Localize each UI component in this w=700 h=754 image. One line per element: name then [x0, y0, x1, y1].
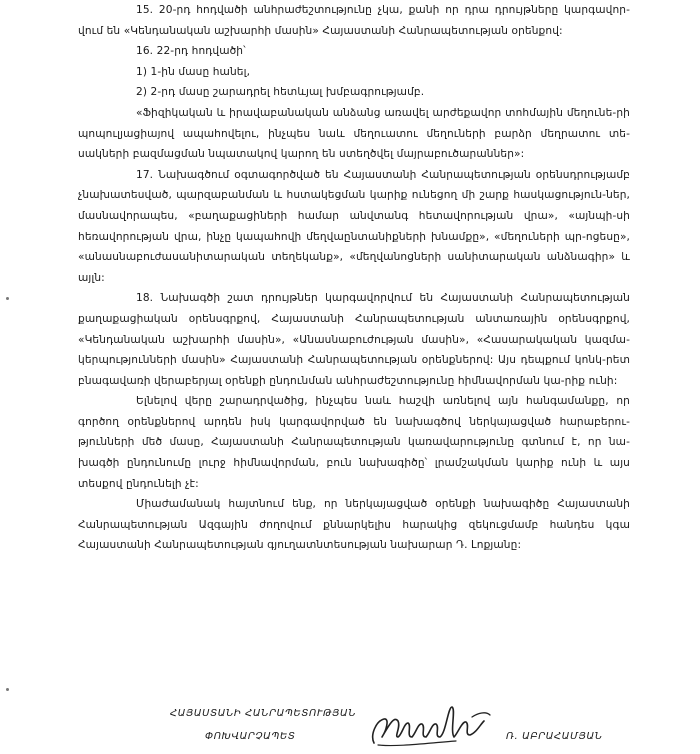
margin-speck: [6, 688, 9, 691]
paragraph-15: 15. 20-րդ հոդվածի անհրաժեշտությունը չկա, քանի որ դրա դրույթները կարգավոր-վում են «Կենդանական աշխարհի մասին» Հայաստանի Հանրապետության օրենքով:: [78, 4, 630, 37]
paragraph-16-quote: «Ֆիզիկական և իրավաբանական անձանց առավել արժեքավոր տոհմային մեղունե-րի պոպուլյացիայով ապահովելու, ինչպես նաև մեղուատու մեղուների բարձր մեղրատու տե-սակների բազմացման նպատակով կարող են ստեղծվել մայրաբուծարաններ»:: [78, 106, 630, 161]
margin-speck: [6, 297, 9, 300]
signatory-title-line1: ՀԱՅԱՍՏԱՆԻ ՀԱՆՐԱՊԵՏՈՒԹՅԱՆ: [170, 708, 357, 719]
signatory-name: Ռ. ԱԲՐԱՀԱՄՅԱՆ: [506, 731, 603, 742]
paragraph-16-item-1: 1) 1-ին մասը հանել,: [136, 65, 251, 78]
signatory-title-line2: ՓՈԽՎԱՐՉԱՊԵՏ: [205, 731, 296, 742]
handwritten-signature: [368, 697, 496, 754]
paragraph-17: 17. Նախագծում օգտագործված են Հայաստանի Հանրապետության օրենսդրությամբ չնախատեսված, պարզաբանման և հստակեցման կարիք ունեցող մի շարք հասկացություն-ներ, մասնավորապես, «բաղաքացիների համար անվտանգ հետավորության վրա», «այնպի-սի հեռավորության վրա, ինչը կապահովի մեղվաընտանիքների խնամքը», «մեղուների պր-ոցեսը», «անասնաբուժասանիտարական տեղեկանք», «մեղվանոցների սանիտարական անձնագիր» և այլն:: [78, 168, 630, 284]
paragraph-18: 18. Նախագծի շատ դրույթներ կարգավորվում են Հայաստանի Հանրապետության քաղաքացիական օրենսգրքով, Հայաստանի Հանրապետության անտառային օրենսգրքով, «Կենդանական աշխարհի մասին», «Անասնաբուժության մասին», «Հասարակական կազմա-կերպությունների մասին» Հայաստանի Հանրապետության օրենքներով: Այս դեպքում կոնկ-րետ բնագավառի վերաբերյալ օրենքի ընդունման անհրաժեշտությունը հիմնավորման կա-րիք ունի:: [78, 292, 630, 387]
document-body: [78, 0, 630, 556]
paragraph-conclusion: Ելնելով վերը շարադրվածից, ինչպես նաև հաշվի առնելով այն հանգամանքը, որ գործող օրենքներով արդեն իսկ կարգավորված են նախագծով ներկայացված հարաբերու-թյունների մեծ մասը, Հայաստանի Հանրապետության կառավարությունը գտնում է, որ նա-խագծի ընդունումը լուրջ հիմնավորման, բուն նախագիծը՝ լրամշակման կարիք ունի և այս տեսքով ընդունելի չէ:: [78, 395, 630, 490]
paragraph-16: 16. 22-րդ հոդվածի՝: [136, 45, 246, 58]
paragraph-final: Միաժամանակ հայտնում ենք, որ ներկայացված օրենքի նախագիծը Հայաստանի Հանրապետության Ազգային ժողովում քննարկելիս հարակից զեկուցմամբ հանդես կգա Հայաստանի Հանրապետության գյուղատնտեսության նախարար Դ. Լոքյանը:: [78, 498, 630, 552]
paragraph-16-item-2: 2) 2-րդ մասը շարադրել հետևյալ խմբագրությամբ.: [136, 86, 425, 99]
